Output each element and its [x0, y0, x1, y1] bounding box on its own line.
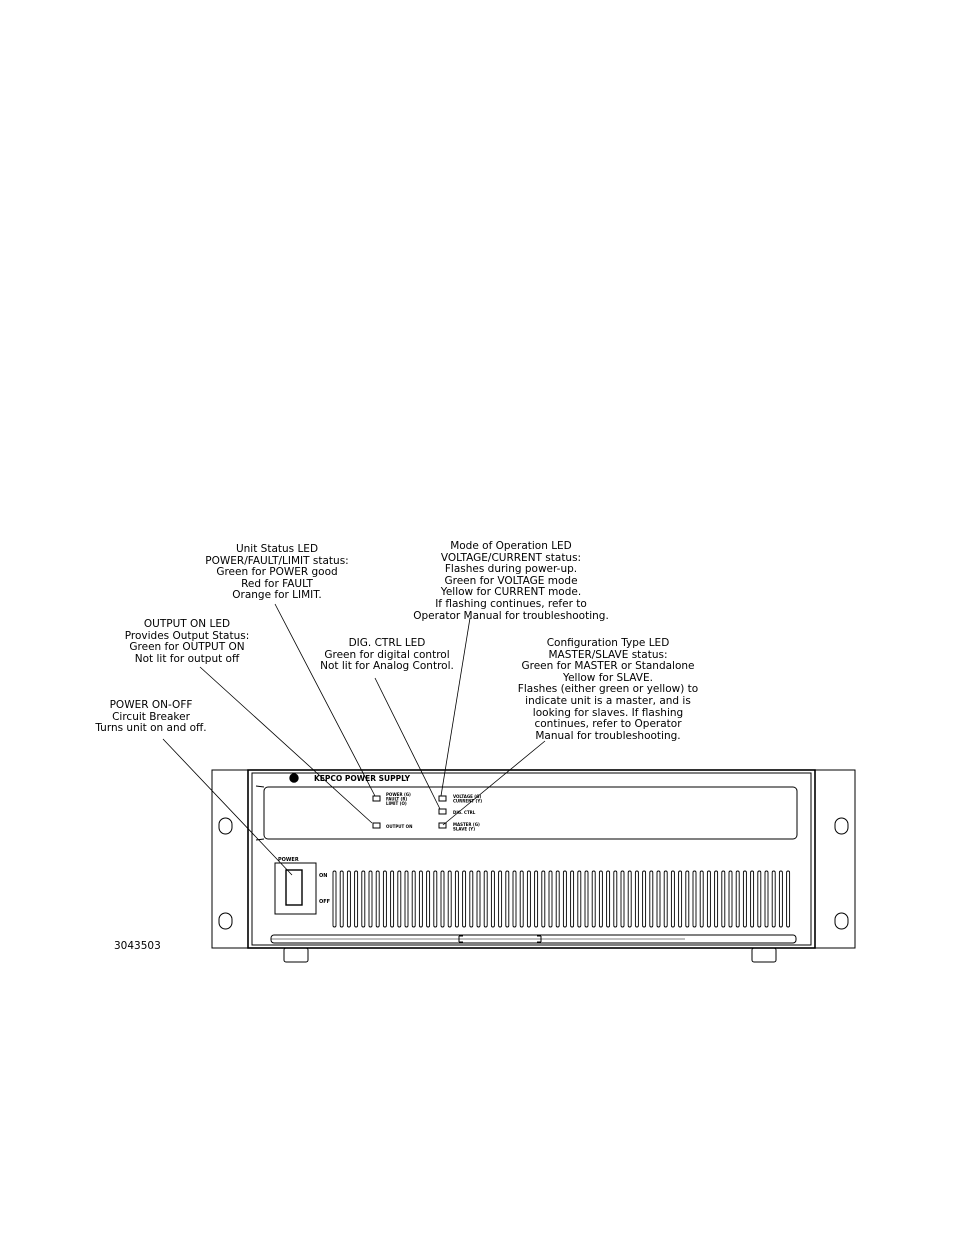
led-label-fault: FAULT (R)	[386, 796, 408, 802]
rack-ear-slot	[219, 818, 232, 834]
vent-slot	[347, 871, 350, 927]
vent-slot	[700, 871, 703, 927]
vent-slot	[650, 871, 653, 927]
led-label-limit: LIMIT (O)	[386, 801, 407, 806]
led-label-power: POWER (G)	[386, 792, 411, 797]
vent-slot	[722, 871, 725, 927]
vent-slot	[441, 871, 444, 927]
callout-line: POWER/FAULT/LIMIT status:	[205, 554, 349, 567]
vent-slot	[751, 871, 754, 927]
breaker-off-label: OFF	[319, 899, 331, 905]
breaker-label: POWER	[278, 857, 299, 863]
callout-line: Orange for LIMIT.	[232, 589, 322, 602]
vent-slot	[412, 871, 415, 927]
rack-ear-slot	[835, 818, 848, 834]
vent-slot	[477, 871, 480, 927]
callout-line: Unit Status LED	[235, 543, 319, 555]
vent-slot	[779, 871, 782, 927]
callout-line: indicate unit is a master, and is	[525, 694, 691, 707]
breaker-on-label: ON	[319, 873, 328, 879]
vent-slot	[614, 871, 617, 927]
rack-ear-slot	[835, 913, 848, 929]
display-window	[264, 787, 797, 839]
vent-slot	[772, 871, 775, 927]
figure-id: 3043503	[114, 940, 161, 952]
vent-slot	[398, 871, 401, 927]
callout-line: Configuration Type LED	[546, 637, 670, 649]
leader-lines	[163, 604, 545, 875]
ventilation-grille	[333, 871, 790, 927]
vent-slot	[715, 871, 718, 927]
vent-slot	[499, 871, 502, 927]
vent-slot	[592, 871, 595, 927]
vent-slot	[506, 871, 509, 927]
vent-slot	[729, 871, 732, 927]
callout-line: Yellow for SLAVE.	[563, 671, 653, 684]
leader-unit-status	[275, 604, 375, 796]
vent-slot	[333, 871, 336, 927]
breaker-switch	[286, 870, 302, 905]
callout-line: VOLTAGE/CURRENT status:	[440, 551, 582, 564]
callout-line: looking for slaves. If flashing	[532, 706, 684, 719]
vent-slot	[707, 871, 710, 927]
vent-slot	[679, 871, 682, 927]
callout-line: POWER ON-OFF	[109, 699, 193, 711]
vent-slot	[765, 871, 768, 927]
callout-line: Turns unit on and off.	[95, 722, 207, 735]
vent-slot	[340, 871, 343, 927]
callout-line: Flashes during power-up.	[444, 563, 578, 576]
vent-slot	[664, 871, 667, 927]
vent-slot	[527, 871, 530, 927]
callout-line: continues, refer to Operator	[534, 718, 682, 731]
vent-slot	[484, 871, 487, 927]
leader-output-on	[200, 667, 372, 823]
vent-slot	[391, 871, 394, 927]
vent-slot	[463, 871, 466, 927]
led-label-output-on: OUTPUT ON	[386, 824, 413, 829]
foot-left	[284, 948, 308, 962]
led-label-master: MASTER (G)	[453, 822, 480, 827]
vent-slot	[621, 871, 624, 927]
vent-slot	[355, 871, 358, 927]
led-output-on	[373, 823, 380, 828]
vent-slot	[578, 871, 581, 927]
vent-slot	[362, 871, 365, 927]
callout-line: Green for POWER good	[216, 566, 338, 579]
callout-line: Green for VOLTAGE mode	[444, 574, 578, 587]
callout-line: Red for FAULT	[241, 577, 313, 590]
callout-line: Operator Manual for troubleshooting.	[413, 609, 609, 622]
vent-slot	[693, 871, 696, 927]
vent-slot	[383, 871, 386, 927]
callout-line: Not lit for Analog Control.	[320, 660, 454, 673]
callout-line: Green for OUTPUT ON	[129, 641, 245, 654]
vent-slot	[513, 871, 516, 927]
mounting-screw	[290, 774, 298, 782]
vent-slot	[419, 871, 422, 927]
vent-slot	[520, 871, 523, 927]
vent-slot	[434, 871, 437, 927]
vent-slot	[427, 871, 430, 927]
callout-line: OUTPUT ON LED	[143, 618, 231, 630]
callout-line: Not lit for output off	[134, 652, 240, 665]
rack-ear-right	[815, 770, 855, 948]
vent-slot	[405, 871, 408, 927]
led-label-slave: SLAVE (Y)	[453, 826, 476, 832]
led-voltage-current	[439, 796, 446, 801]
vent-slot	[743, 871, 746, 927]
callout-line: Provides Output Status:	[124, 629, 250, 642]
panel-brand: KEPCO POWER SUPPLY	[314, 774, 411, 783]
vent-slot	[571, 871, 574, 927]
vent-slot	[585, 871, 588, 927]
rack-ear-slot	[219, 913, 232, 929]
callout-line: Circuit Breaker	[112, 710, 190, 723]
vent-slot	[549, 871, 552, 927]
vent-slot	[671, 871, 674, 927]
vent-slot	[563, 871, 566, 927]
led-dig-ctrl	[439, 809, 446, 814]
callout-line: DIG. CTRL LED	[348, 637, 426, 649]
vent-slot	[376, 871, 379, 927]
led-label-current: CURRENT (Y)	[453, 798, 483, 804]
vent-slot	[787, 871, 790, 927]
callout-line: Mode of Operation LED	[450, 540, 572, 552]
foot-right	[752, 948, 776, 962]
callout-line: If flashing continues, refer to	[435, 597, 587, 610]
vent-slot	[635, 871, 638, 927]
callout-line: Yellow for CURRENT mode.	[440, 586, 582, 599]
vent-slot	[628, 871, 631, 927]
led-unit-status	[373, 796, 380, 801]
callout-line: MASTER/SLAVE status:	[548, 648, 668, 661]
leader-dig-ctrl	[375, 678, 440, 809]
leader-power-on-off	[163, 739, 292, 875]
vent-slot	[535, 871, 538, 927]
vent-slot	[448, 871, 451, 927]
vent-slot	[556, 871, 559, 927]
vent-slot	[542, 871, 545, 927]
vent-slot	[736, 871, 739, 927]
vent-slot	[369, 871, 372, 927]
callout-line: Flashes (either green or yellow) to	[517, 683, 699, 696]
vent-slot	[686, 871, 689, 927]
vent-slot	[643, 871, 646, 927]
vent-slot	[657, 871, 660, 927]
vent-slot	[758, 871, 761, 927]
vent-slot	[607, 871, 610, 927]
callout-line: Green for MASTER or Standalone	[521, 660, 695, 673]
led-label-voltage: VOLTAGE (G)	[453, 794, 482, 799]
vent-slot	[455, 871, 458, 927]
vent-slot	[470, 871, 473, 927]
vent-slot	[599, 871, 602, 927]
callout-line: Green for digital control	[324, 648, 450, 661]
led-label-dig-ctrl: DIG. CTRL	[453, 810, 476, 815]
vent-slot	[491, 871, 494, 927]
callout-line: Manual for troubleshooting.	[535, 729, 681, 742]
